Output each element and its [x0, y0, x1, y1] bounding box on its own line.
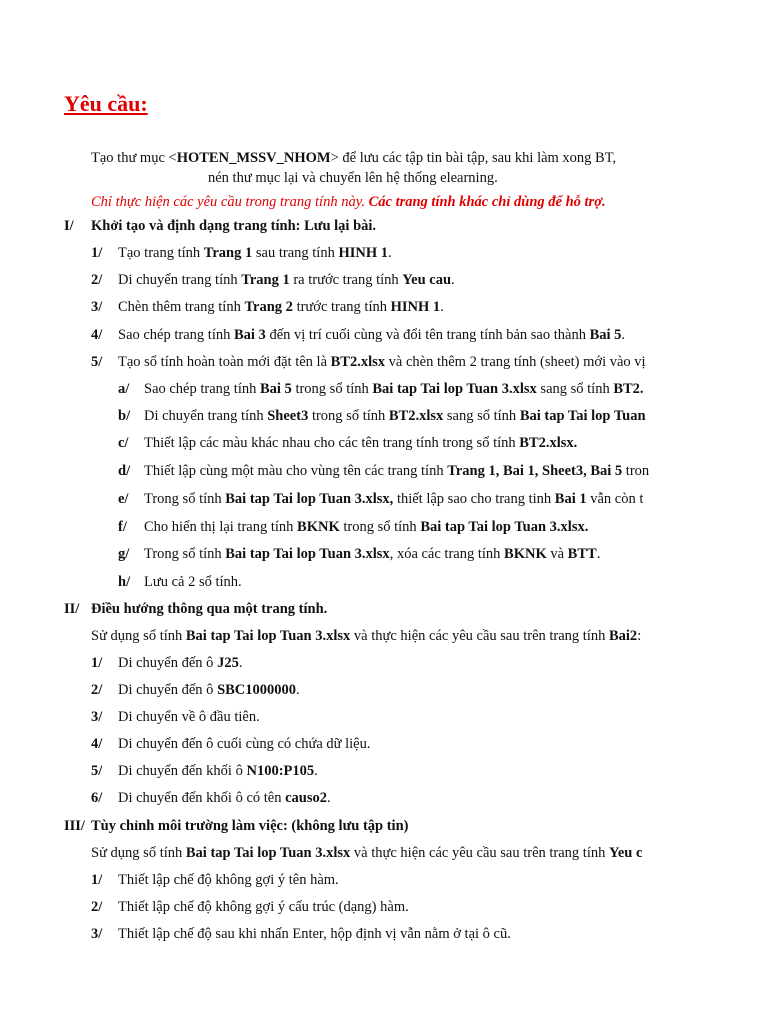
list-item: 1/ Di chuyển đến ô J25. [91, 655, 243, 671]
list-item: 4/ Sao chép trang tính Bai 3 đến vị trí cuối cùng và đổi tên trang tính bản sao thành Bai 5. [91, 327, 626, 343]
sub-list-item: f/ Cho hiển thị lại trang tính BKNK trong sổ tính Bai tap Tai lop Tuan 3.xlsx. [118, 519, 589, 535]
list-item: 3/ Di chuyển về ô đầu tiên. [91, 709, 260, 725]
list-item: 1/ Thiết lập chế độ không gợi ý tên hàm. [91, 872, 339, 888]
list-item: 1/ Tạo trang tính Trang 1 sau trang tính HINH 1. [91, 245, 392, 261]
section-title: Khởi tạo và định dạng trang tính: Lưu lại bài. [91, 218, 377, 234]
section-number: III/ [64, 818, 85, 834]
sub-list-item: b/ Di chuyển trang tính Sheet3 trong sổ tính BT2.xlsx sang sổ tính Bai tap Tai lop Tuan [118, 408, 646, 424]
sub-list-item: h/ Lưu cả 2 sổ tính. [118, 574, 242, 590]
list-item: 3/ Thiết lập chế độ sau khi nhấn Enter, hộp định vị vẫn nằm ở tại ô cũ. [91, 926, 511, 942]
sub-list-item: a/ Sao chép trang tính Bai 5 trong sổ tính Bai tap Tai lop Tuan 3.xlsx sang sổ tính BT2. [118, 381, 644, 397]
section-title: Tùy chỉnh môi trường làm việc: (không lưu tập tin) [91, 818, 409, 834]
section-3-heading [0, 815, 666, 837]
sub-list-item: c/ Thiết lập các màu khác nhau cho các tên trang tính trong sổ tính BT2.xlsx. [118, 435, 578, 451]
list-item: 5/ Tạo sổ tính hoàn toàn mới đặt tên là BT2.xlsx và chèn thêm 2 trang tính (sheet) mới vào vị [91, 354, 646, 370]
section-title: Điều hướng thông qua một trang tính. [91, 601, 328, 617]
intro-paragraph [91, 148, 616, 188]
page-title: Yêu cầu: [64, 91, 148, 116]
intro-line-2: nén thư mục lại và chuyển lên hệ thống elearning. [208, 170, 498, 186]
list-item: 3/ Chèn thêm trang tính Trang 2 trước trang tính HINH 1. [91, 299, 444, 315]
list-item: 4/ Di chuyển đến ô cuối cùng có chứa dữ liệu. [91, 736, 371, 752]
list-item: 6/ Di chuyển đến khối ô có tên causo2. [91, 790, 331, 806]
section-intro: Sử dụng sổ tính Bai tap Tai lop Tuan 3.xlsx và thực hiện các yêu cầu sau trên trang tính Bai2: [91, 628, 642, 644]
section-1-heading [0, 215, 666, 237]
section-number: II/ [64, 601, 80, 617]
list-item: 2/ Di chuyển đến ô SBC1000000. [91, 682, 300, 698]
sub-list-item: d/ Thiết lập cùng một màu cho vùng tên các trang tính Trang 1, Bai 1, Sheet3, Bai 5 tron [118, 463, 650, 479]
section-number: I/ [64, 218, 74, 234]
list-item: 5/ Di chuyển đến khối ô N100:P105. [91, 763, 318, 779]
section-intro: Sử dụng sổ tính Bai tap Tai lop Tuan 3.xlsx và thực hiện các yêu cầu sau trên trang tính Yeu c [91, 845, 643, 861]
section-2-heading [0, 598, 666, 620]
intro-line-1: Tạo thư mục <HOTEN_MSSV_NHOM> để lưu các tập tin bài tập, sau khi làm xong BT, [91, 150, 617, 166]
sub-list-item: g/ Trong sổ tính Bai tap Tai lop Tuan 3.xlsx, xóa các trang tính BKNK và BTT. [118, 546, 601, 562]
list-item: 2/ Di chuyển trang tính Trang 1 ra trước trang tính Yeu cau. [91, 272, 455, 288]
list-item: 2/ Thiết lập chế độ không gợi ý cấu trúc (dạng) hàm. [91, 899, 409, 915]
sub-list-item: e/ Trong sổ tính Bai tap Tai lop Tuan 3.xlsx, thiết lập sao cho trang tinh Bai 1 vẫn còn t [118, 491, 644, 507]
note-line: Chỉ thực hiện các yêu cầu trong trang tính này. Các trang tính khác chỉ dùng để hỗ trợ. [91, 194, 606, 210]
